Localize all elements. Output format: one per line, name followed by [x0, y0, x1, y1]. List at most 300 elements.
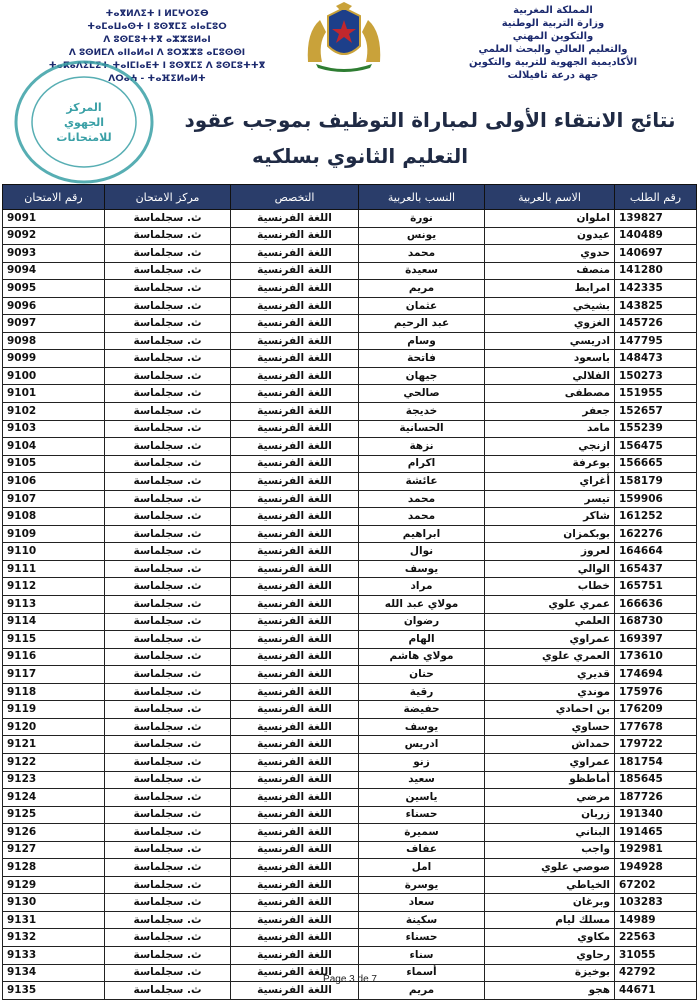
table-row — [3, 543, 697, 561]
cell-exam-no: 9094 — [3, 262, 105, 280]
cell-first-name: املوان — [485, 210, 615, 228]
cell-last-name: يوسف — [359, 718, 485, 736]
cell-exam-center: ث. سجلماسة — [105, 297, 231, 315]
cell-first-name: البناني — [485, 824, 615, 842]
cell-last-name: نورة — [359, 210, 485, 228]
table-row — [3, 227, 697, 245]
cell-request-no: 164664 — [615, 543, 697, 561]
cell-last-name: عبد الرحيم — [359, 315, 485, 333]
cell-exam-center: ث. سجلماسة — [105, 525, 231, 543]
cell-exam-no: 9112 — [3, 578, 105, 596]
cell-first-name: عمراوي — [485, 631, 615, 649]
table-row — [3, 420, 697, 438]
cell-exam-center: ث. سجلماسة — [105, 613, 231, 631]
cell-specialty: اللغة الفرنسية — [231, 543, 359, 561]
cell-exam-center: ث. سجلماسة — [105, 841, 231, 859]
cell-first-name: هجو — [485, 982, 615, 1000]
cell-exam-no: 9093 — [3, 245, 105, 263]
cell-first-name: بوخيزة — [485, 964, 615, 982]
cell-last-name: رقية — [359, 683, 485, 701]
cell-last-name: يونس — [359, 227, 485, 245]
cell-first-name: ادريسي — [485, 332, 615, 350]
cell-exam-center: ث. سجلماسة — [105, 789, 231, 807]
table-row — [3, 508, 697, 526]
cell-exam-center: ث. سجلماسة — [105, 964, 231, 982]
cell-last-name: مولاي هاشم — [359, 648, 485, 666]
cell-specialty: اللغة الفرنسية — [231, 806, 359, 824]
cell-exam-no: 9123 — [3, 771, 105, 789]
header-tifinagh-line: ⵜⴰⴳⵍⴷⵉⵜ ⵏ ⵍⵎⵖⵔⵉⴱ — [105, 9, 209, 19]
cell-exam-center: ث. سجلماسة — [105, 543, 231, 561]
cell-last-name: حفيضة — [359, 701, 485, 719]
cell-exam-no: 9126 — [3, 824, 105, 842]
cell-specialty: اللغة الفرنسية — [231, 946, 359, 964]
cell-exam-no: 9096 — [3, 297, 105, 315]
cell-exam-no: 9124 — [3, 789, 105, 807]
table-row — [3, 262, 697, 280]
cell-first-name: خطاب — [485, 578, 615, 596]
cell-last-name: حسناء — [359, 806, 485, 824]
table-row — [3, 666, 697, 684]
cell-specialty: اللغة الفرنسية — [231, 859, 359, 877]
cell-specialty: اللغة الفرنسية — [231, 824, 359, 842]
cell-specialty: اللغة الفرنسية — [231, 420, 359, 438]
cell-request-no: 141280 — [615, 262, 697, 280]
cell-first-name: الفلالي — [485, 367, 615, 385]
cell-last-name: مريم — [359, 280, 485, 298]
header-arabic-line: وزارة التربية الوطنية — [501, 18, 605, 29]
cell-specialty: اللغة الفرنسية — [231, 771, 359, 789]
col-header-specialty: التخصص — [231, 185, 359, 210]
cell-first-name: مكاوي — [485, 929, 615, 947]
cell-last-name: يوسرة — [359, 876, 485, 894]
cell-specialty: اللغة الفرنسية — [231, 596, 359, 614]
table-row — [3, 631, 697, 649]
table-row — [3, 736, 697, 754]
header-arabic — [428, 4, 678, 82]
cell-exam-center: ث. سجلماسة — [105, 666, 231, 684]
cell-request-no: 142335 — [615, 280, 697, 298]
cell-specialty: اللغة الفرنسية — [231, 631, 359, 649]
cell-specialty: اللغة الفرنسية — [231, 245, 359, 263]
cell-last-name: حنان — [359, 666, 485, 684]
cell-first-name: قديري — [485, 666, 615, 684]
cell-request-no: 179722 — [615, 736, 697, 754]
cell-request-no: 175976 — [615, 683, 697, 701]
cell-exam-center: ث. سجلماسة — [105, 894, 231, 912]
cell-request-no: 156665 — [615, 455, 697, 473]
cell-specialty: اللغة الفرنسية — [231, 648, 359, 666]
cell-last-name: الهام — [359, 631, 485, 649]
cell-request-no: 192981 — [615, 841, 697, 859]
cell-first-name: حمداش — [485, 736, 615, 754]
cell-request-no: 140489 — [615, 227, 697, 245]
cell-first-name: العمري علوي — [485, 648, 615, 666]
cell-specialty: اللغة الفرنسية — [231, 876, 359, 894]
cell-request-no: 158179 — [615, 473, 697, 491]
cell-first-name: باسعود — [485, 350, 615, 368]
cell-last-name: نوال — [359, 543, 485, 561]
table-row — [3, 683, 697, 701]
cell-request-no: 148473 — [615, 350, 697, 368]
table-row — [3, 946, 697, 964]
cell-exam-center: ث. سجلماسة — [105, 262, 231, 280]
cell-request-no: 194928 — [615, 859, 697, 877]
table-row — [3, 490, 697, 508]
cell-first-name: موندي — [485, 683, 615, 701]
cell-first-name: حساوي — [485, 718, 615, 736]
cell-last-name: رضوان — [359, 613, 485, 631]
cell-first-name: الغزوي — [485, 315, 615, 333]
cell-request-no: 191340 — [615, 806, 697, 824]
cell-last-name: حسناء — [359, 929, 485, 947]
table-row — [3, 841, 697, 859]
cell-exam-no: 9099 — [3, 350, 105, 368]
table-row — [3, 332, 697, 350]
cell-first-name: بوبكمزان — [485, 525, 615, 543]
table-row — [3, 473, 697, 491]
cell-first-name: عمري علوي — [485, 596, 615, 614]
cell-last-name: سعيد — [359, 771, 485, 789]
table-row — [3, 455, 697, 473]
header-arabic-line: والتكوين المهني — [512, 31, 594, 42]
cell-specialty: اللغة الفرنسية — [231, 473, 359, 491]
cell-first-name: مسلك ليام — [485, 911, 615, 929]
cell-exam-center: ث. سجلماسة — [105, 280, 231, 298]
stamp-line: للامتحانات — [56, 130, 112, 144]
cell-exam-no: 9095 — [3, 280, 105, 298]
cell-specialty: اللغة الفرنسية — [231, 332, 359, 350]
cell-last-name: زنو — [359, 753, 485, 771]
cell-specialty: اللغة الفرنسية — [231, 929, 359, 947]
cell-last-name: عائشة — [359, 473, 485, 491]
cell-exam-no: 9111 — [3, 560, 105, 578]
cell-exam-center: ث. سجلماسة — [105, 701, 231, 719]
cell-last-name: سناء — [359, 946, 485, 964]
cell-specialty: اللغة الفرنسية — [231, 683, 359, 701]
cell-exam-center: ث. سجلماسة — [105, 946, 231, 964]
table-row — [3, 859, 697, 877]
stamp-text — [12, 58, 156, 186]
cell-request-no: 159906 — [615, 490, 697, 508]
cell-last-name: مراد — [359, 578, 485, 596]
table-row — [3, 438, 697, 456]
cell-exam-no: 9108 — [3, 508, 105, 526]
cell-request-no: 147795 — [615, 332, 697, 350]
cell-exam-center: ث. سجلماسة — [105, 245, 231, 263]
cell-request-no: 150273 — [615, 367, 697, 385]
cell-first-name: عمراوي — [485, 753, 615, 771]
cell-exam-no: 9135 — [3, 982, 105, 1000]
col-header-exam-no: رقم الامتحان — [3, 185, 105, 210]
cell-last-name: ياسين — [359, 789, 485, 807]
table-row — [3, 613, 697, 631]
cell-request-no: 177678 — [615, 718, 697, 736]
cell-specialty: اللغة الفرنسية — [231, 315, 359, 333]
cell-specialty: اللغة الفرنسية — [231, 210, 359, 228]
cell-request-no: 140697 — [615, 245, 697, 263]
cell-request-no: 181754 — [615, 753, 697, 771]
cell-specialty: اللغة الفرنسية — [231, 385, 359, 403]
cell-last-name: جيهان — [359, 367, 485, 385]
cell-last-name: سكينة — [359, 911, 485, 929]
cell-exam-no: 9106 — [3, 473, 105, 491]
table-row — [3, 280, 697, 298]
header-arabic-line: والتعليم العالي والبحث العلمي — [478, 44, 628, 55]
header-tifinagh-line: ⴷ ⵓⵙⵍⵎⴷ ⴰⵏⵏⴰⵍⴰⵏ ⴷ ⵓⵔⵣⵣⵓ ⴰⵎⵓⵙⵙⵏ — [68, 48, 246, 58]
cell-exam-center: ث. سجلماسة — [105, 490, 231, 508]
cell-request-no: 166636 — [615, 596, 697, 614]
header-tifinagh-line: ⴷⵔⴰⵄ - ⵜⴰⴼⵉⵍⴰⵍⵜ — [108, 74, 206, 84]
cell-specialty: اللغة الفرنسية — [231, 911, 359, 929]
cell-request-no: 151955 — [615, 385, 697, 403]
cell-exam-center: ث. سجلماسة — [105, 315, 231, 333]
cell-first-name: بن احمادي — [485, 701, 615, 719]
cell-exam-no: 9109 — [3, 525, 105, 543]
cell-exam-center: ث. سجلماسة — [105, 508, 231, 526]
table-row — [3, 929, 697, 947]
cell-last-name: صالحي — [359, 385, 485, 403]
cell-request-no: 143825 — [615, 297, 697, 315]
table-row — [3, 718, 697, 736]
cell-exam-no: 9121 — [3, 736, 105, 754]
header-tifinagh-line: ⵜⴰⵎⴰⵡⴰⵙⵜ ⵏ ⵓⵙⴳⵎⵉ ⴰⵏⴰⵎⵓⵔ — [87, 22, 227, 32]
cell-exam-no: 9103 — [3, 420, 105, 438]
table-row — [3, 245, 697, 263]
cell-request-no: 139827 — [615, 210, 697, 228]
cell-last-name: نزهة — [359, 438, 485, 456]
table-row — [3, 578, 697, 596]
cell-last-name: ابراهيم — [359, 525, 485, 543]
table-row — [3, 596, 697, 614]
cell-specialty: اللغة الفرنسية — [231, 367, 359, 385]
cell-first-name: لعروز — [485, 543, 615, 561]
cell-request-no: 168730 — [615, 613, 697, 631]
cell-exam-no: 9114 — [3, 613, 105, 631]
cell-exam-no: 9091 — [3, 210, 105, 228]
cell-last-name: محمد — [359, 245, 485, 263]
cell-exam-center: ث. سجلماسة — [105, 876, 231, 894]
cell-specialty: اللغة الفرنسية — [231, 508, 359, 526]
cell-request-no: 155239 — [615, 420, 697, 438]
cell-exam-no: 9119 — [3, 701, 105, 719]
table-row — [3, 876, 697, 894]
cell-exam-center: ث. سجلماسة — [105, 718, 231, 736]
table-row — [3, 525, 697, 543]
cell-request-no: 174694 — [615, 666, 697, 684]
cell-exam-center: ث. سجلماسة — [105, 736, 231, 754]
page-subtitle: التعليم الثانوي بسلكيه — [251, 144, 469, 168]
cell-last-name: فاتحة — [359, 350, 485, 368]
cell-exam-no: 9133 — [3, 946, 105, 964]
cell-first-name: بوعرفة — [485, 455, 615, 473]
cell-first-name: الخياطي — [485, 876, 615, 894]
cell-exam-no: 9120 — [3, 718, 105, 736]
cell-specialty: اللغة الفرنسية — [231, 736, 359, 754]
cell-exam-no: 9110 — [3, 543, 105, 561]
cell-last-name: مريم — [359, 982, 485, 1000]
cell-exam-center: ث. سجلماسة — [105, 350, 231, 368]
cell-last-name: عفاف — [359, 841, 485, 859]
cell-exam-center: ث. سجلماسة — [105, 473, 231, 491]
cell-first-name: وبرغان — [485, 894, 615, 912]
cell-exam-center: ث. سجلماسة — [105, 403, 231, 421]
page-title: نتائج الانتقاء الأولى لمباراة التوظيف بموجب عقود — [184, 108, 676, 132]
cell-exam-no: 9101 — [3, 385, 105, 403]
cell-specialty: اللغة الفرنسية — [231, 789, 359, 807]
cell-exam-center: ث. سجلماسة — [105, 385, 231, 403]
cell-specialty: اللغة الفرنسية — [231, 578, 359, 596]
header-arabic-line: الأكاديمية الجهوية للتربية والتكوين — [468, 57, 638, 68]
table-row — [3, 648, 697, 666]
cell-first-name: حدوي — [485, 245, 615, 263]
cell-exam-center: ث. سجلماسة — [105, 455, 231, 473]
cell-request-no: 14989 — [615, 911, 697, 929]
cell-exam-no: 9128 — [3, 859, 105, 877]
cell-exam-center: ث. سجلماسة — [105, 631, 231, 649]
cell-last-name: محمد — [359, 490, 485, 508]
cell-exam-no: 9127 — [3, 841, 105, 859]
cell-request-no: 162276 — [615, 525, 697, 543]
cell-specialty: اللغة الفرنسية — [231, 894, 359, 912]
cell-first-name: شاكر — [485, 508, 615, 526]
table-row — [3, 560, 697, 578]
cell-first-name: عيدون — [485, 227, 615, 245]
cell-specialty: اللغة الفرنسية — [231, 613, 359, 631]
cell-request-no: 44671 — [615, 982, 697, 1000]
cell-exam-center: ث. سجلماسة — [105, 648, 231, 666]
cell-exam-center: ث. سجلماسة — [105, 438, 231, 456]
table-row — [3, 789, 697, 807]
cell-exam-center: ث. سجلماسة — [105, 806, 231, 824]
cell-request-no: 42792 — [615, 964, 697, 982]
table-row — [3, 367, 697, 385]
header-arabic-line: المملكة المغربية — [513, 5, 593, 16]
col-header-exam-center: مركز الامتحان — [105, 185, 231, 210]
table-row — [3, 894, 697, 912]
table-row — [3, 297, 697, 315]
cell-last-name: سعيدة — [359, 262, 485, 280]
col-header-request-no: رقم الطلب — [615, 185, 697, 210]
cell-exam-center: ث. سجلماسة — [105, 332, 231, 350]
table-row — [3, 753, 697, 771]
cell-exam-no: 9100 — [3, 367, 105, 385]
cell-exam-no: 9102 — [3, 403, 105, 421]
cell-specialty: اللغة الفرنسية — [231, 982, 359, 1000]
cell-request-no: 176209 — [615, 701, 697, 719]
cell-exam-center: ث. سجلماسة — [105, 560, 231, 578]
table-header-row — [3, 185, 697, 210]
cell-last-name: ادريس — [359, 736, 485, 754]
table-row — [3, 403, 697, 421]
cell-specialty: اللغة الفرنسية — [231, 262, 359, 280]
cell-specialty: اللغة الفرنسية — [231, 280, 359, 298]
cell-exam-center: ث. سجلماسة — [105, 210, 231, 228]
cell-first-name: جعفر — [485, 403, 615, 421]
header-arabic-line: جهة درعة تافيلالت — [507, 70, 599, 81]
cell-first-name: ازنجي — [485, 438, 615, 456]
cell-first-name: رحاوي — [485, 946, 615, 964]
cell-exam-no: 9125 — [3, 806, 105, 824]
cell-exam-no: 9131 — [3, 911, 105, 929]
cell-exam-no: 9122 — [3, 753, 105, 771]
cell-first-name: أغراي — [485, 473, 615, 491]
cell-exam-no: 9113 — [3, 596, 105, 614]
cell-last-name: سعاد — [359, 894, 485, 912]
cell-first-name: صوصي علوي — [485, 859, 615, 877]
cell-exam-center: ث. سجلماسة — [105, 824, 231, 842]
table-row — [3, 771, 697, 789]
cell-exam-center: ث. سجلماسة — [105, 753, 231, 771]
cell-last-name: محمد — [359, 508, 485, 526]
page-number: Page 3 de 7 — [323, 974, 377, 985]
cell-last-name: مولاي عبد الله — [359, 596, 485, 614]
cell-exam-no: 9104 — [3, 438, 105, 456]
table-row — [3, 824, 697, 842]
cell-request-no: 156475 — [615, 438, 697, 456]
results-table — [2, 184, 697, 1000]
cell-first-name: مصطفى — [485, 385, 615, 403]
stamp-line: الجهوي — [63, 115, 105, 129]
cell-exam-no: 9129 — [3, 876, 105, 894]
cell-specialty: اللغة الفرنسية — [231, 438, 359, 456]
cell-last-name: الحسانية — [359, 420, 485, 438]
stamp-line: المركز — [66, 100, 102, 114]
cell-first-name: أماطظو — [485, 771, 615, 789]
cell-specialty: اللغة الفرنسية — [231, 701, 359, 719]
cell-exam-no: 9107 — [3, 490, 105, 508]
cell-request-no: 165437 — [615, 560, 697, 578]
cell-specialty: اللغة الفرنسية — [231, 753, 359, 771]
cell-last-name: وسام — [359, 332, 485, 350]
cell-exam-no: 9130 — [3, 894, 105, 912]
cell-request-no: 187726 — [615, 789, 697, 807]
cell-first-name: واجب — [485, 841, 615, 859]
cell-request-no: 145726 — [615, 315, 697, 333]
cell-exam-center: ث. سجلماسة — [105, 771, 231, 789]
cell-request-no: 173610 — [615, 648, 697, 666]
table-row — [3, 315, 697, 333]
cell-request-no: 22563 — [615, 929, 697, 947]
cell-last-name: اكرام — [359, 455, 485, 473]
cell-exam-center: ث. سجلماسة — [105, 859, 231, 877]
cell-request-no: 161252 — [615, 508, 697, 526]
cell-last-name: عثمان — [359, 297, 485, 315]
cell-first-name: امرابط — [485, 280, 615, 298]
cell-first-name: تيسر — [485, 490, 615, 508]
cell-exam-no: 9116 — [3, 648, 105, 666]
cell-specialty: اللغة الفرنسية — [231, 490, 359, 508]
header-tifinagh-line: ⵜⴰⴽⴰⴷⵉⵎⵉⵜ ⵜⴰⵏⵎⵏⴰⴹⵜ ⵏ ⵓⵙⴳⵎⵉ ⴷ ⵓⵙⵎⵓⵜⵜⴳ — [48, 61, 266, 71]
cell-exam-no: 9117 — [3, 666, 105, 684]
cell-exam-center: ث. سجلماسة — [105, 367, 231, 385]
cell-specialty: اللغة الفرنسية — [231, 455, 359, 473]
cell-exam-center: ث. سجلماسة — [105, 929, 231, 947]
cell-first-name: زربان — [485, 806, 615, 824]
cell-exam-center: ث. سجلماسة — [105, 227, 231, 245]
cell-last-name: سميرة — [359, 824, 485, 842]
table-row — [3, 806, 697, 824]
cell-exam-no: 9115 — [3, 631, 105, 649]
cell-exam-no: 9134 — [3, 964, 105, 982]
cell-specialty: اللغة الفرنسية — [231, 964, 359, 982]
cell-exam-center: ث. سجلماسة — [105, 578, 231, 596]
cell-specialty: اللغة الفرنسية — [231, 525, 359, 543]
cell-first-name: بشيخي — [485, 297, 615, 315]
cell-last-name: يوسف — [359, 560, 485, 578]
cell-exam-center: ث. سجلماسة — [105, 982, 231, 1000]
cell-request-no: 103283 — [615, 894, 697, 912]
